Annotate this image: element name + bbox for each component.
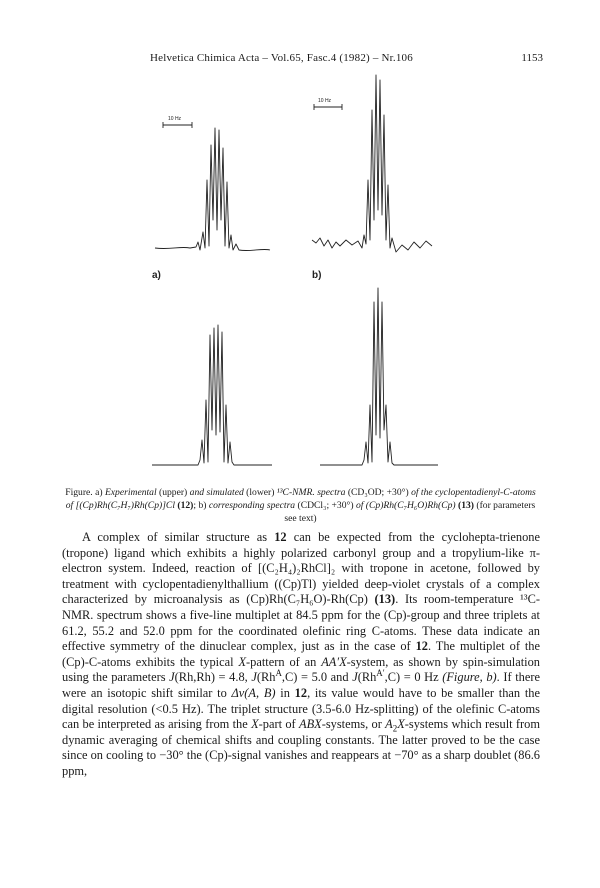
spectrum-b-simulated [320,288,438,465]
spectrum-a-simulated [152,325,272,465]
body-text [62,530,540,780]
page-number: 1153 [521,52,543,64]
body-paragraph: A complex of similar structure as 12 can be expected from the cyclohepta-trienone (tropone) ligand which exhibits a highly polarized carbonyl group and a tropylium-like π-electron system. Indeed, reaction of [(C₂H₄)₂RhCl]₂ with tropone in acetone, followed by treatment with cyclopentadienylthallium ((Cp)Tl) yielded deep-violet crystals of a complex characterized by microanalysis as (Cp)Rh(C₇H₆O)-Rh(Cp) (13). Its room-temperature ¹³C-NMR. spectrum shows a five-line multiplet at 84.5 ppm for the (Cp)-group and three triplets at 61.2, 55.2 and 52.0 ppm for the coordinated olefinic ring C-atoms. These data indicate an effective symmetry of the dinuclear complex, just as in the case of 12. The multiplet of the (Cp)-C-atoms exhibits the typical X-pattern of an AA′X-system, as shown by spin-simulation using the parameters J(Rh,Rh) = 4.8, $J(Rh^A,C) = 5.0$ and $J(Rh^{A'},C) = 0$ Hz (Figure, b). If there were an isotopic shift similar to Δν(A, B) in 12, its value would have to be smaller than the digital resolution (<0.5 Hz). The triplet structure (3.5-6.0 Hz-splitting) of the olefinic C-atoms can be interpreted as arising from the X-part of ABX-systems, or $A_2X$-systems which result from dynamic averaging of chemical shifts and coupling constants. The latter proved to be the case since on cooling to −30° the (Cp)-signal vanishes and reappears at −70° as a sharp doublet (86.6 ppm, [62,530,541,778]
running-header [0,52,600,68]
running-title: Helvetica Chimica Acta – Vol.65, Fasc.4 (1982) – Nr.106 [150,52,413,64]
panel-b-label: b) [312,270,322,281]
nmr-figure [0,70,600,470]
figure-caption: Figure. a) Experimental (upper) and simulated (lower) ¹³C-NMR. spectra (CD₃OD; +30°) of the cyclopentadienyl-C-atoms of [(Cp)Rh(C₇H₇)Rh(Cp)]Cl (12); b) corresponding spectra (CDCl₃; +30°) of (Cp)Rh(C₇H₆O)Rh(Cp) (13) (for parameters see text) [65,487,536,524]
spectrum-a-experimental [155,128,270,251]
nmr-spectra-svg [0,70,600,470]
panel-a-label: a) [152,270,161,281]
scale-bar-b-label: 10 Hz [318,98,332,104]
scale-bar-a-label: 10 Hz [168,116,182,122]
